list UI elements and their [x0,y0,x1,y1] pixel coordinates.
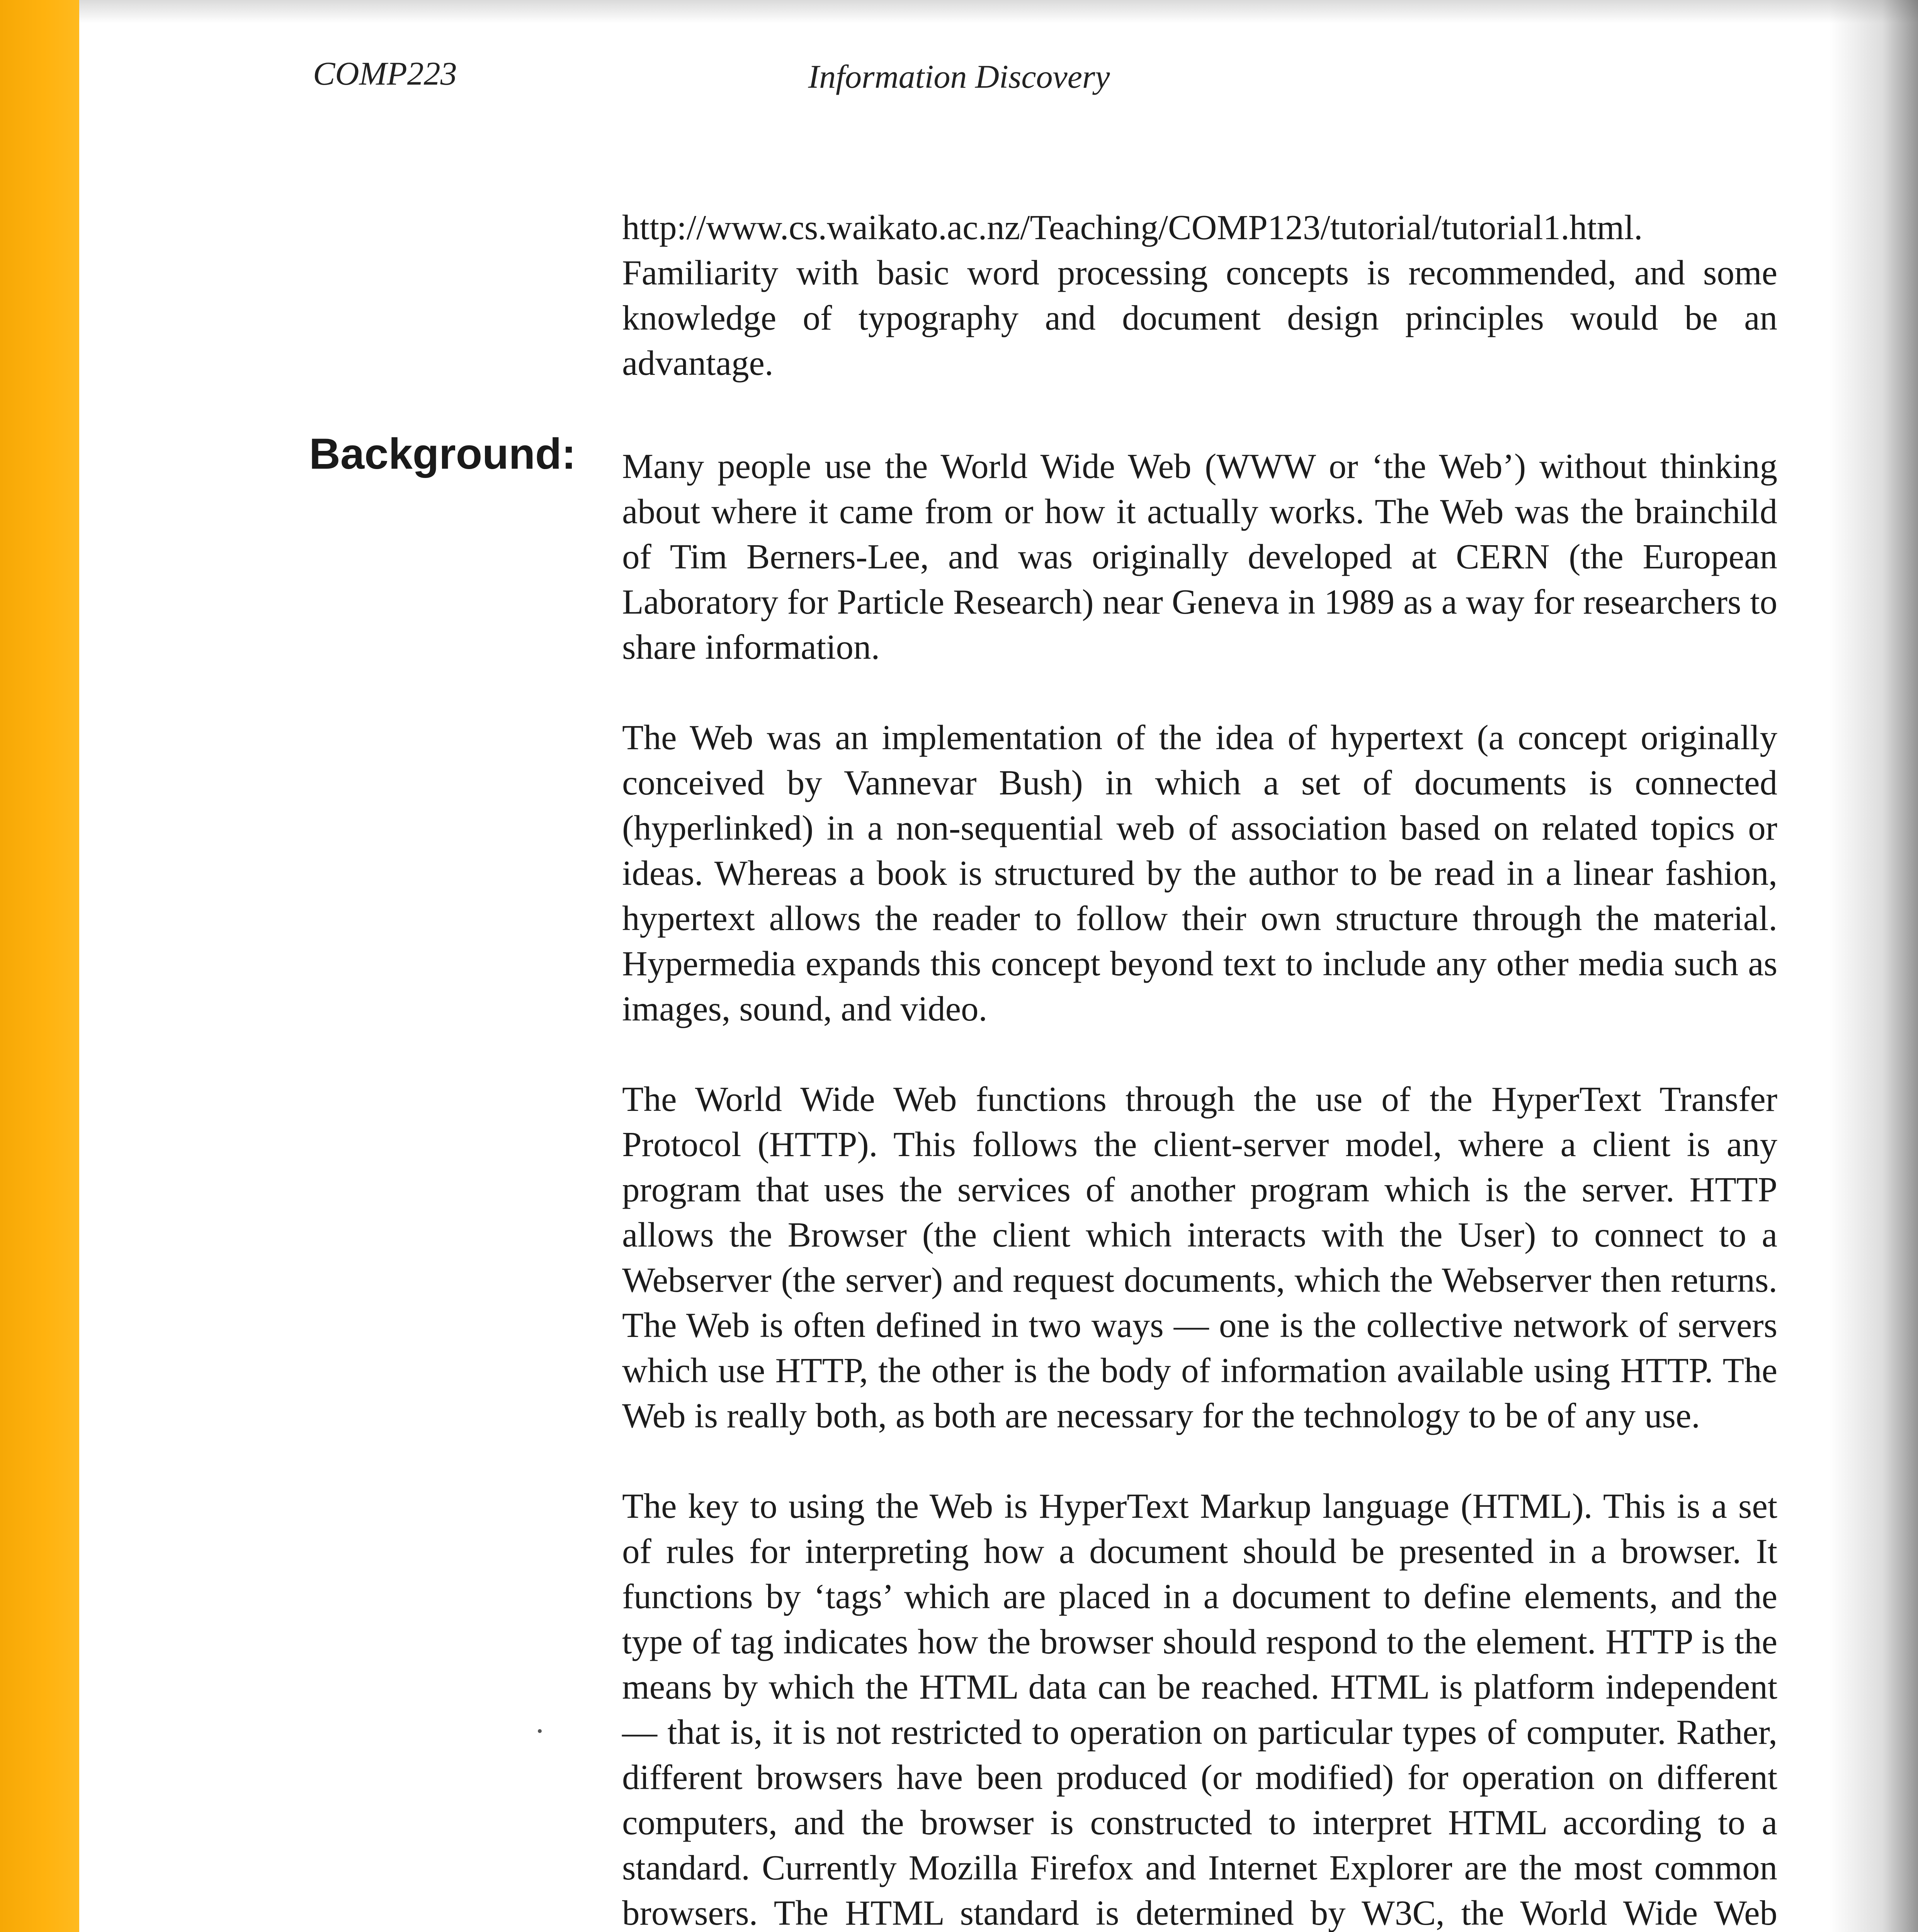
body-text [622,205,1777,1932]
section-heading-background: Background: [309,430,576,478]
paragraph-origins: Many people use the World Wide Web (WWW or ‘the Web’) without thinking about where it came from or how it actually works. The Web was the brainchild of Tim Berners-Lee, and was originally developed at CERN (the European Laboratory for Particle Research) near Geneva in 1989 as a way for researchers to share information. [622,447,1777,667]
scan-speck [538,1729,542,1733]
page-curl-shadow [1829,0,1918,1932]
paper-top-shade [79,0,1918,23]
paragraph-hypertext: The Web was an implementation of the idea of hypertext (a concept originally conceived by Vannevar Bush) in which a set of documents is connected (hyperlinked) in a non-sequential web of association based on related topics or ideas. Whereas a book is structured by the author to be read in a linear fashion, hypertext allows the reader to follow their own structure through the material. Hypermedia expands this concept beyond text to include any other media such as images, sound, and video. [622,718,1777,1028]
running-header-title: Information Discovery [808,58,1110,95]
paragraph-html: The key to using the Web is HyperText Markup language (HTML). This is a set of rules for interpreting how a document should be presented in a browser. It functions by ‘tags’ which are placed in a document to define elements, and the type of tag indicates how the browser should respond to the element. HTTP is the means by which the HTML data can be reached. HTML is platform independent — that is, it is not restricted to operation on particular types of computer. Rather, different browsers have been produced (or modified) for operation on different computers, and the browser is constructed to interpret HTML according to a standard. Currently Mozilla Firefox and Internet Explorer are the most common browsers. The HTML standard is determined by W3C, the World Wide Web [622,1486,1777,1932]
intro-paragraph: http://www.cs.waikato.ac.nz/Teaching/COMP123/tutorial/tutorial1.html. Familiarity with basic word processing concepts is recommended, and some knowledge of typography and document design principles would be an advantage. [622,208,1777,383]
running-header-course-code: COMP223 [313,55,457,92]
paragraph-http: The World Wide Web functions through the use of the HyperText Transfer Protocol (HTTP). This follows the client-server model, where a client is any program that uses the services of another program which is the server. HTTP allows the Browser (the client which interacts with the User) to connect to a Webserver (the server) and request documents, which the Webserver then returns. The Web is often defined in two ways — one is the collective network of servers which use HTTP, the other is the body of information available using HTTP. The Web is really both, as both are necessary for the technology to be of any use. [622,1080,1777,1435]
binding-strip [0,0,79,1932]
